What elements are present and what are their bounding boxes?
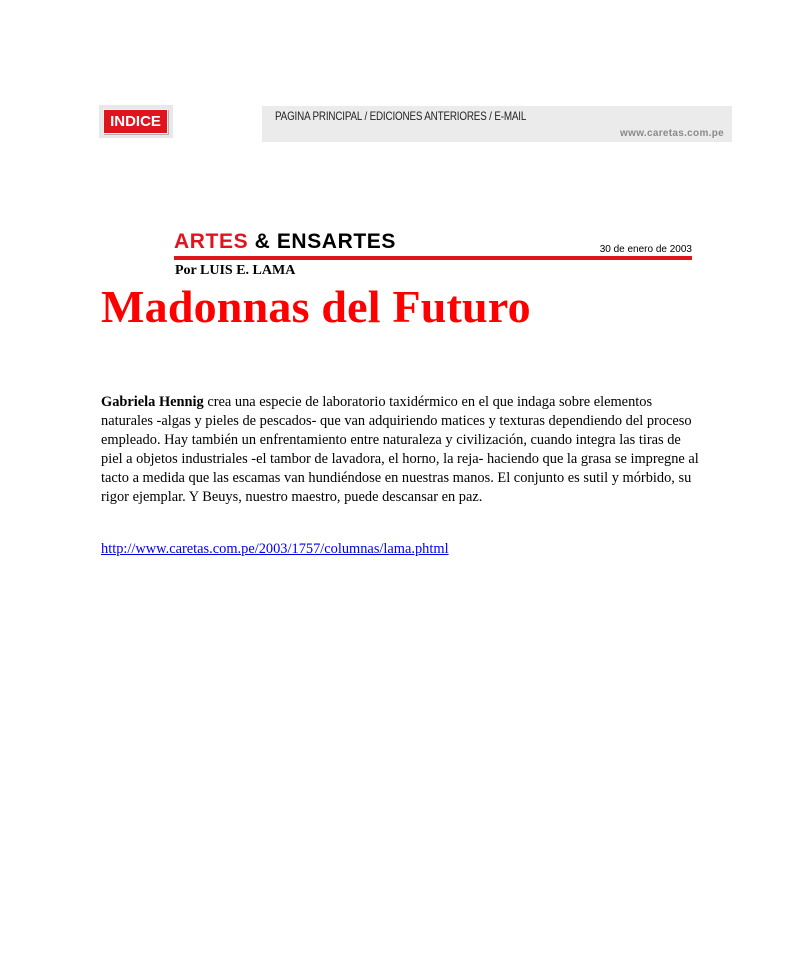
byline: Por LUIS E. LAMA	[175, 263, 296, 278]
nav-links	[275, 109, 526, 123]
site-url-label: www.caretas.com.pe	[620, 128, 724, 139]
section-title	[174, 230, 396, 254]
section-title-artes: ARTES	[174, 230, 249, 253]
nav-link-email[interactable]: E-MAIL	[494, 109, 527, 123]
article-body	[101, 393, 701, 507]
article-body-text: crea una especie de laboratorio taxidérmico en el que indaga sobre elementos naturales -algas y pieles de pescados- que van adquiriendo matices y texturas dependiendo del proceso empleado. Hay también un enfrentamiento entre naturaleza y civilización, cuando integra las tiras de piel a objetos industriales -el tambor de lavadora, el horno, la reja- haciendo que la grasa se impregne al tacto a medida que las escamas van hundiéndose en nuestras manos. El conjunto es sutil y mórbido, su rigor ejemplar. Y Beuys, nuestro maestro, puede descansar en paz.	[101, 394, 699, 505]
nav-link-ediciones-anteriores[interactable]: EDICIONES ANTERIORES	[369, 109, 487, 123]
section-title-ensartes: & ENSARTES	[248, 230, 396, 253]
article-headline: Madonnas del Futuro	[101, 281, 531, 332]
top-navigation-bar	[262, 106, 732, 142]
artist-name: Gabriela Hennig	[101, 394, 204, 410]
source-link[interactable]: http://www.caretas.com.pe/2003/1757/columnas/lama.phtml	[101, 541, 449, 557]
nav-separator: /	[486, 109, 495, 123]
nav-separator: /	[361, 109, 370, 123]
section-divider	[174, 256, 692, 260]
section-header	[174, 230, 692, 260]
indice-button[interactable]: INDICE	[103, 109, 168, 134]
indice-panel	[99, 105, 173, 138]
publication-date: 30 de enero de 2003	[599, 244, 692, 255]
nav-link-pagina-principal[interactable]: PAGINA PRINCIPAL	[275, 109, 362, 123]
